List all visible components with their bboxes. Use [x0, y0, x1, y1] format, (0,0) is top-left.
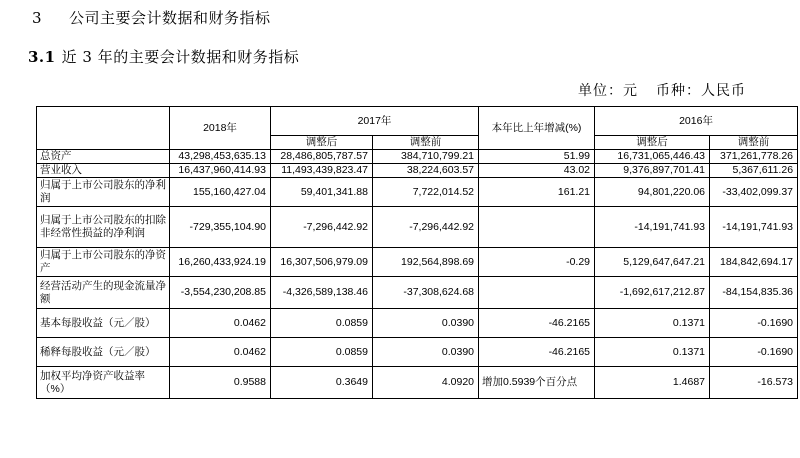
table-row [37, 367, 798, 399]
header-2018: 2018年 [170, 107, 271, 150]
header-2017-adjusted-before: 调整前 [373, 136, 479, 150]
cell-2017-adjusted-before: -37,308,624.68 [373, 277, 479, 309]
row-label: 归属于上市公司股东的扣除非经常性损益的净利润 [37, 207, 170, 248]
cell-2017-adjusted-before: 7,722,014.52 [373, 178, 479, 207]
cell-2018: -729,355,104.90 [170, 207, 271, 248]
cell-2016-adjusted-before: -0.1690 [710, 338, 798, 367]
cell-2016-adjusted-after: 94,801,220.06 [595, 178, 710, 207]
table-row [37, 207, 798, 248]
cell-2017-adjusted-after: 16,307,506,979.09 [271, 248, 373, 277]
cell-2017-adjusted-after: 28,486,805,787.57 [271, 150, 373, 164]
cell-2017-adjusted-before: 38,224,603.57 [373, 164, 479, 178]
table-row [37, 277, 798, 309]
table-row [37, 150, 798, 164]
row-label: 总资产 [37, 150, 170, 164]
cell-2018: -3,554,230,208.85 [170, 277, 271, 309]
section-heading [32, 7, 271, 28]
cell-2017-adjusted-after: 0.0859 [271, 309, 373, 338]
cell-change: 51.99 [479, 150, 595, 164]
cell-2017-adjusted-after: 11,493,439,823.47 [271, 164, 373, 178]
header-item [37, 107, 170, 150]
financial-data-table [36, 106, 798, 399]
row-label: 稀释每股收益（元／股） [37, 338, 170, 367]
row-label: 归属于上市公司股东的净利润 [37, 178, 170, 207]
cell-2016-adjusted-before: -33,402,099.37 [710, 178, 798, 207]
cell-2017-adjusted-before: 0.0390 [373, 309, 479, 338]
cell-2016-adjusted-after: -14,191,741.93 [595, 207, 710, 248]
cell-2018: 16,260,433,924.19 [170, 248, 271, 277]
cell-change: 43.02 [479, 164, 595, 178]
cell-2016-adjusted-after: 16,731,065,446.43 [595, 150, 710, 164]
cell-2016-adjusted-before: -16.573 [710, 367, 798, 399]
cell-2016-adjusted-after: 0.1371 [595, 338, 710, 367]
subsection-title: 近 3 年的主要会计数据和财务指标 [61, 48, 300, 66]
cell-2018: 16,437,960,414.93 [170, 164, 271, 178]
row-label: 营业收入 [37, 164, 170, 178]
cell-change: -46.2165 [479, 338, 595, 367]
cell-2016-adjusted-after: 1.4687 [595, 367, 710, 399]
cell-2017-adjusted-before: 4.0920 [373, 367, 479, 399]
row-label: 经营活动产生的现金流量净额 [37, 277, 170, 309]
section-title: 公司主要会计数据和财务指标 [69, 9, 271, 27]
subsection-number: 3.1 [28, 48, 56, 66]
cell-2018: 43,298,453,635.13 [170, 150, 271, 164]
table-row [37, 248, 798, 277]
unit-label: 单位：元 [578, 83, 638, 99]
unit-line [560, 80, 746, 100]
cell-2016-adjusted-before: -0.1690 [710, 309, 798, 338]
row-label: 归属于上市公司股东的净资产 [37, 248, 170, 277]
cell-change: -0.29 [479, 248, 595, 277]
cell-change: 161.21 [479, 178, 595, 207]
cell-2017-adjusted-before: 0.0390 [373, 338, 479, 367]
cell-change [479, 277, 595, 309]
cell-2018: 0.0462 [170, 309, 271, 338]
cell-2016-adjusted-after: 5,129,647,647.21 [595, 248, 710, 277]
header-2016-adjusted-after: 调整后 [595, 136, 710, 150]
cell-2016-adjusted-after: 9,376,897,701.41 [595, 164, 710, 178]
cell-2017-adjusted-after: -7,296,442.92 [271, 207, 373, 248]
header-2016: 2016年 [595, 107, 798, 136]
cell-2018: 0.0462 [170, 338, 271, 367]
cell-2017-adjusted-after: 59,401,341.88 [271, 178, 373, 207]
cell-2017-adjusted-before: 192,564,898.69 [373, 248, 479, 277]
header-change: 本年比上年增减(%) [479, 107, 595, 150]
table-row [37, 164, 798, 178]
cell-2017-adjusted-after: 0.0859 [271, 338, 373, 367]
subsection-heading [28, 46, 299, 67]
cell-2016-adjusted-before: -14,191,741.93 [710, 207, 798, 248]
cell-2016-adjusted-before: 371,261,778.26 [710, 150, 798, 164]
currency-label: 币种：人民币 [656, 83, 746, 99]
cell-2017-adjusted-after: 0.3649 [271, 367, 373, 399]
header-2016-adjusted-before: 调整前 [710, 136, 798, 150]
cell-2017-adjusted-after: -4,326,589,138.46 [271, 277, 373, 309]
cell-2018: 155,160,427.04 [170, 178, 271, 207]
cell-2017-adjusted-before: -7,296,442.92 [373, 207, 479, 248]
row-label: 基本每股收益（元／股） [37, 309, 170, 338]
table-row [37, 338, 798, 367]
table-row [37, 309, 798, 338]
cell-change: 增加0.5939个百分点 [479, 367, 595, 399]
table-row [37, 178, 798, 207]
cell-change: -46.2165 [479, 309, 595, 338]
header-row [37, 107, 798, 136]
cell-2017-adjusted-before: 384,710,799.21 [373, 150, 479, 164]
header-2017: 2017年 [271, 107, 479, 136]
section-number: 3 [32, 9, 43, 27]
cell-2016-adjusted-before: -84,154,835.36 [710, 277, 798, 309]
cell-2018: 0.9588 [170, 367, 271, 399]
cell-2016-adjusted-before: 5,367,611.26 [710, 164, 798, 178]
header-2017-adjusted-after: 调整后 [271, 136, 373, 150]
cell-2016-adjusted-before: 184,842,694.17 [710, 248, 798, 277]
cell-2016-adjusted-after: -1,692,617,212.87 [595, 277, 710, 309]
cell-change [479, 207, 595, 248]
row-label: 加权平均净资产收益率（%） [37, 367, 170, 399]
cell-2016-adjusted-after: 0.1371 [595, 309, 710, 338]
